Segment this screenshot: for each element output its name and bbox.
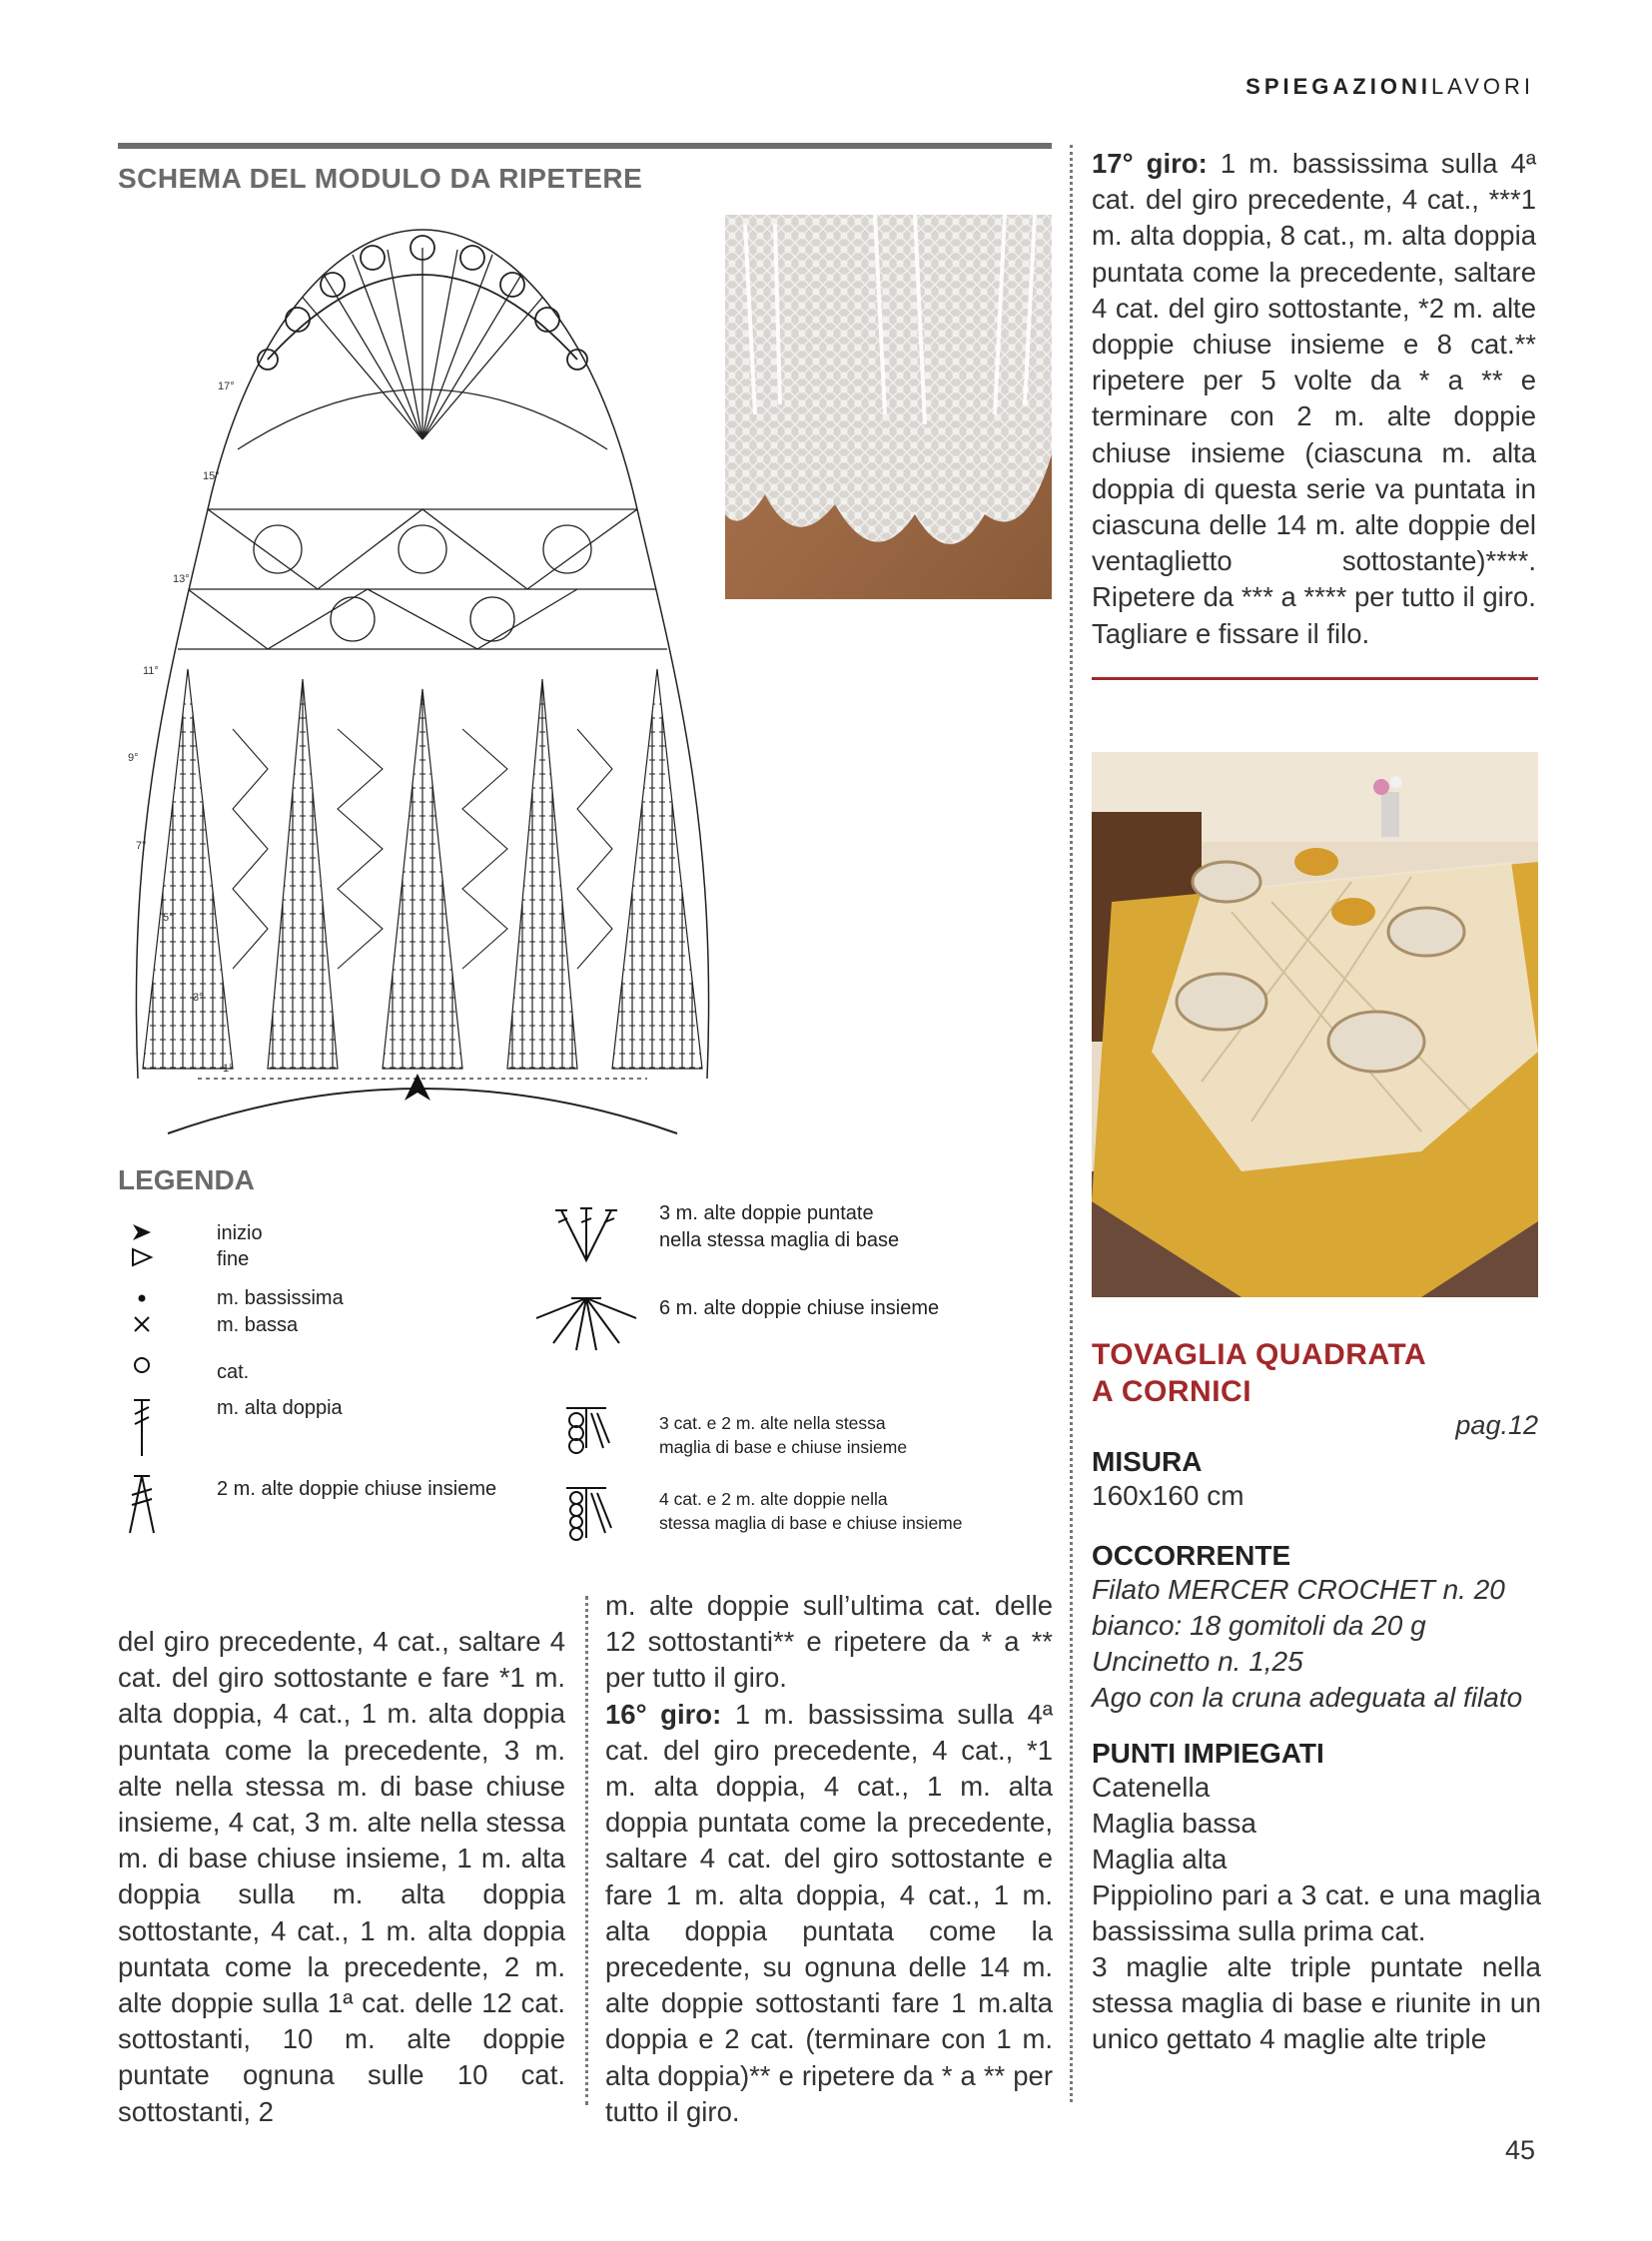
- legend-due-chiuse: 2 m. alte doppie chiuse insieme: [217, 1478, 497, 1500]
- legend-quattro-cat-2: stessa maglia di base e chiuse insieme: [659, 1513, 963, 1533]
- punti-item: Maglia alta: [1092, 1844, 1228, 1874]
- accent-rule: [1092, 677, 1538, 680]
- start-arrow-icon: [133, 1224, 151, 1240]
- round-label: 9°: [128, 752, 139, 764]
- legend-tre-cat-2: maglia di base e chiuse insieme: [659, 1437, 908, 1457]
- punti-item: 3 maglie alte triple puntate nella stessa maglia di base e riunite in un unico gettato 4 maglie alte triple: [1092, 1951, 1541, 2054]
- legend-tre-puntate-2: nella stessa maglia di base: [659, 1229, 900, 1251]
- misura-label: MISURA: [1092, 1446, 1203, 1477]
- legend-cat: cat.: [217, 1361, 250, 1383]
- occorrente-item: Uncinetto n. 1,25: [1092, 1646, 1303, 1677]
- round-label: 5°: [163, 912, 174, 924]
- top-rule: [118, 143, 1052, 149]
- six-closed-icon: [536, 1298, 636, 1350]
- schema-title: SCHEMA DEL MODULO DA RIPETERE: [118, 163, 643, 194]
- legend-symbols-right: [531, 1198, 651, 1568]
- round-label: 7°: [136, 840, 147, 852]
- instructions-column-1: del giro precedente, 4 cat., saltare 4 cat. del giro sottostante e fare *1 m. alta doppia, 4 cat., 1 m. alta doppia puntata come la precedente, 3 m. alte nella stessa m. di base chiuse insieme, 4 cat, 3 m. alte nella stessa m. di base chiuse insieme, 1 m. alta doppia sulla m. alta doppia sottostante, 4 cat., 1 m. alta doppia puntata come la precedente, 2 m. alte doppie sulla 1ª cat. delle 12 cat. sottostanti, 10 m. alte doppie puntate ognuna sulle 10 cat. sottostanti, 2: [118, 1626, 565, 2127]
- page-number: 45: [1504, 2135, 1535, 2165]
- round-16-body: 1 m. bassissima sulla 4ª cat. del giro precedente, 4 cat., *1 m. alta doppia, 4 cat., 1 m. alta doppia puntata come la precedente, saltare 4 cat. del giro sottostante e fare 1 m. alta doppia, 4 cat., 1 m. alta doppia puntata come la precedente, su ognuna delle 14 m. alte doppie sottostanti fare 1 m.alta doppia e 2 cat. (terminare con 1 m. alta doppia)** e ripetere da * a ** per tutto il giro.: [605, 1698, 1054, 2127]
- start-arrow-icon: [405, 1074, 430, 1101]
- running-header: SPIEGAZIONILAVORI: [1245, 74, 1534, 99]
- round-label: 13°: [173, 573, 190, 585]
- punti-label: PUNTI IMPIEGATI: [1092, 1738, 1324, 1769]
- occorrente-item: Ago con la cruna adeguata al filato: [1092, 1682, 1523, 1713]
- punti-item: Maglia bassa: [1092, 1808, 1256, 1839]
- instructions-column-2: [605, 1588, 1053, 2130]
- legend-alta-doppia: m. alta doppia: [217, 1397, 343, 1419]
- punti-item: Pippiolino pari a 3 cat. e una maglia bassissima sulla prima cat.: [1092, 1879, 1541, 1946]
- misura-value: 160x160 cm: [1092, 1480, 1244, 1511]
- tablecloth-photo: [1092, 752, 1538, 1297]
- four-cat-cluster-icon: [566, 1488, 611, 1540]
- legend-tre-puntate-1: 3 m. alte doppie puntate: [659, 1202, 874, 1224]
- round-label: 17°: [218, 380, 235, 392]
- crochet-diagram: [118, 210, 727, 1148]
- round-label: 11°: [143, 665, 159, 677]
- end-arrow-icon: [133, 1249, 151, 1265]
- occorrente-label: OCCORRENTE: [1092, 1540, 1291, 1571]
- round-17-body: 1 m. bassissima sulla 4ª cat. del giro precedente, 4 cat., ***1 m. alta doppia, 8 cat., m. alta doppia puntata come la precedente, saltare 4 cat. del giro sottostante, *2 m. alte doppie chiuse insieme e 8 cat.** ripetere per 5 volte da * a ** e terminare con 2 m. alte doppie chiuse insieme (ciascuna m. alta doppia di questa serie va puntata in ciascuna delle 14 m. alte doppie del ventaglietto sottostante)****. Ripetere da *** a **** per tutto il giro.: [1092, 148, 1537, 613]
- round-label: 15°: [203, 470, 220, 482]
- round-17-text: [1092, 146, 1536, 652]
- legend-quattro-cat-1: 4 cat. e 2 m. alte doppie nella: [659, 1489, 888, 1509]
- round-label: 1°: [223, 1063, 234, 1075]
- occorrente-item: Filato MERCER CROCHET n. 20: [1092, 1574, 1505, 1605]
- legend-tre-cat-1: 3 cat. e 2 m. alte nella stessa: [659, 1413, 886, 1433]
- round-17-label: 17° giro:: [1092, 148, 1208, 179]
- project-details: [1092, 1446, 1541, 2057]
- round-17-end: Tagliare e fissare il filo.: [1092, 617, 1370, 649]
- two-closed-icon: [130, 1476, 154, 1533]
- legend-bassissima: m. bassissima: [217, 1287, 344, 1309]
- project-title-line1: TOVAGLIA QUADRATA: [1092, 1338, 1427, 1371]
- legend-title: LEGENDA: [118, 1164, 255, 1195]
- round-label: 3°: [193, 992, 204, 1004]
- legend-bassa: m. bassa: [217, 1314, 299, 1336]
- lace-detail-photo: [725, 215, 1052, 599]
- three-cat-cluster-icon: [566, 1408, 609, 1453]
- occorrente-item: bianco: 18 gomitoli da 20 g: [1092, 1610, 1426, 1641]
- column-separator: [1070, 145, 1073, 2102]
- round-15-end: m. alte doppie sull’ultima cat. delle 12 sottostanti** e ripetere da * a ** per tutto il giro.: [605, 1590, 1053, 1694]
- page-reference: pag.12: [1455, 1410, 1538, 1440]
- double-treble-icon: [134, 1400, 150, 1456]
- three-puntate-icon: [555, 1208, 617, 1260]
- legend-fine: fine: [217, 1248, 250, 1270]
- legend-sei-chiuse: 6 m. alte doppie chiuse insieme: [659, 1297, 940, 1319]
- chain-icon: [135, 1358, 149, 1372]
- project-title-line2: A CORNICI: [1092, 1375, 1252, 1408]
- slip-stitch-icon: [139, 1295, 146, 1302]
- punti-item: Catenella: [1092, 1772, 1211, 1803]
- single-crochet-icon: [135, 1317, 149, 1331]
- round-16-label: 16° giro:: [605, 1698, 722, 1730]
- column-separator-bottom: [585, 1596, 588, 2105]
- project-title: [1092, 1336, 1426, 1410]
- legend-inizio: inizio: [217, 1222, 263, 1244]
